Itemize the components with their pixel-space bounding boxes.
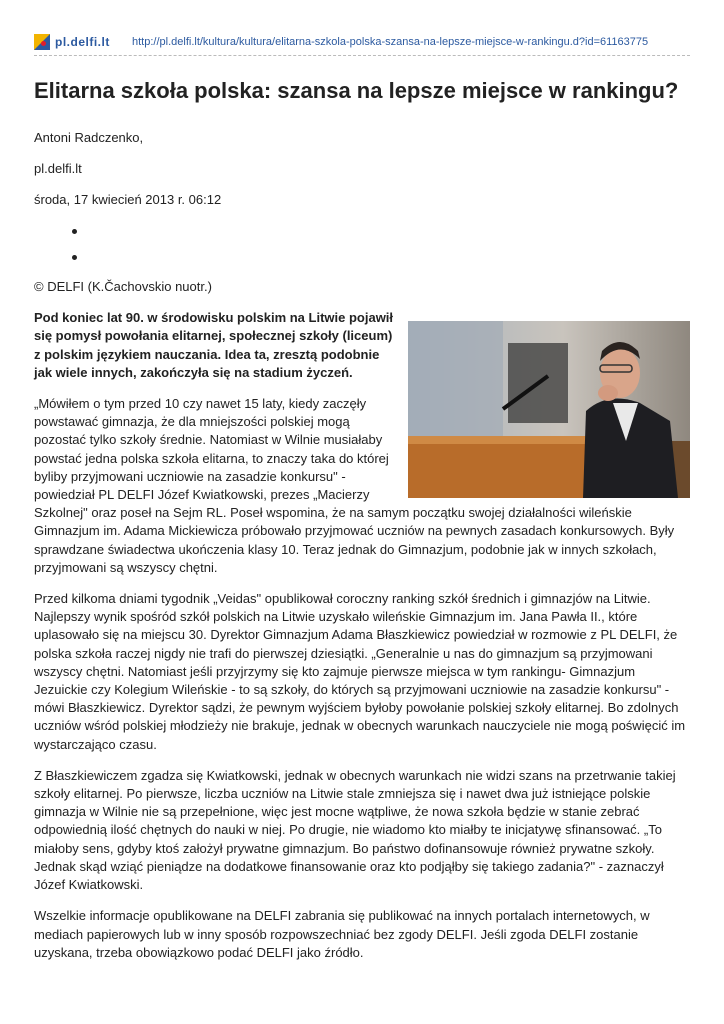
header-divider xyxy=(34,55,690,56)
article-author: Antoni Radczenko, xyxy=(34,130,144,145)
article-paragraph: „Mówiłem o tym przed 10 czy nawet 15 laty, kiedy zaczęły powstawać gimnazja, że dla mniejszości polskiej mogą pozostać tylko szkoły średnie. Natomiast w Wilnie musiałaby powstać jedna polska szkoła elitarna, to znaczy taka do której byliby przyjmowani uczniowie na zasadzie konkursu" - powiedział PL DELFI Józef Kwiatkowski, prezes „Macierzy Szkolnej" oraz poseł na Sejm RL. Poseł wspomina, że na samym początku swojej działalności wileńskie Gimnazjum im. Adama Mickiewicza próbowało przyjmować uczniów na pewnych zasadach konkursowych. Były sprawdzane świadectwa ukończenia klasy 10. Teraz jednak do Gimnazjum, podobnie jak w innych szkołach, przyjmowani są wszyscy chętni. xyxy=(34,396,675,575)
article-url-link[interactable]: http://pl.delfi.lt/kultura/kultura/elitarna-szkola-polska-szansa-na-lepsze-miejsce-w-rankingu.d?id=61163775 xyxy=(132,36,649,48)
article-paragraph: Z Błaszkiewiczem zgadza się Kwiatkowski, jednak w obecnych warunkach nie widzi szans na przetrwanie takiej szkoły elitarnej. Po pierwsze, liczba uczniów na Litwie stale zmniejsza się i nawet dwa już istniejące polskie gimnazja w Wilnie nie są przepełnione, więc jest mocne wątpliwe, że nowa szkoła będzie w stanie zebrać odpowiednią ilość chętnych do nauki w niej. Po drugie, nie wiadomo kto miałby te inicjatywę sfinansować. „To miałoby sens, gdyby ktoś założył prywatne gimnazjum. Bo państwo dofinansowuje również prywatne szkoły. Jednak skąd wziąć pieniądze na dodatkowe finansowanie oraz kto podjąłby się takiego zadania?" - zaznaczył Józef Kwiatkowski. xyxy=(34,767,676,893)
article-lead: Pod koniec lat 90. w środowisku polskim na Litwie pojawił się pomysł powołania elitarnej, społecznej szkoły (liceum) z polskim językiem nauczania. Idea ta, zresztą podobnie jak wiele innych, zakończyła się na stadium życzeń. xyxy=(34,310,394,380)
article-photo xyxy=(408,321,690,498)
site-name-link[interactable]: pl.delfi.lt xyxy=(55,35,110,49)
article-title: Elitarna szkoła polska: szansa na lepsze miejsce w rankingu? xyxy=(34,78,679,103)
photo-caption: © DELFI (K.Čachovskio nuotr.) xyxy=(34,279,212,294)
share-bullet xyxy=(72,229,77,234)
article-body xyxy=(34,278,690,975)
article-paragraph: Przed kilkoma dniami tygodnik „Veidas" opublikował coroczny ranking szkół średnich i gimnazjów na Litwie. Najlepszy wynik spośród szkół polskich na Litwie uzyskało wileńskie Gimnazjum im. Jana Pawła II., które uplasowało się na miejscu 30. Dyrektor Gimnazjum Adama Błaszkiewicz powiedział w rozmowie z PL DELFI, że polska szkoła raczej nigdy nie trafi do pierwszej dziesiątki. „Generalnie u nas do gimnazjum są przyjmowani wszyscy chętni. Natomiast jeśli przyjrzymy się kto zajmuje pierwsze miejsca w tym rankingu- Gimnazjum Jezuickie czy Kolegium Wileńskie - to są szkoły, do których są przyjmowani uczniowie na zasadzie konkursu" - mówi Błaszkiewicz. Dyrektor sądzi, że pewnym wyjściem byłoby powołanie polskiej szkoły elitarnej. Bo zdolnych uczniów wśród polskiej młodzieży nie brakuje, jednak w obecnych warunkach nauczyciele nie mogą poświęcić im wystarczająco czasu. xyxy=(34,591,686,752)
article-source: pl.delfi.lt xyxy=(34,161,82,176)
article-copyright-notice: Wszelkie informacje opublikowane na DELFI zabrania się publikować na innych portalach internetowych, w mediach papierowych lub w inny sposób rozpowszechniać bez zgody DELFI. Jeśli zgoda DELFI zostanie uzyskana, trzeba obowiązkowo podać DELFI jako źródło. xyxy=(34,908,650,960)
share-bullet xyxy=(72,255,77,260)
article-date: środa, 17 kwiecień 2013 r. 06:12 xyxy=(34,192,222,207)
delfi-logo-icon[interactable] xyxy=(34,34,50,50)
page-header xyxy=(34,33,690,53)
